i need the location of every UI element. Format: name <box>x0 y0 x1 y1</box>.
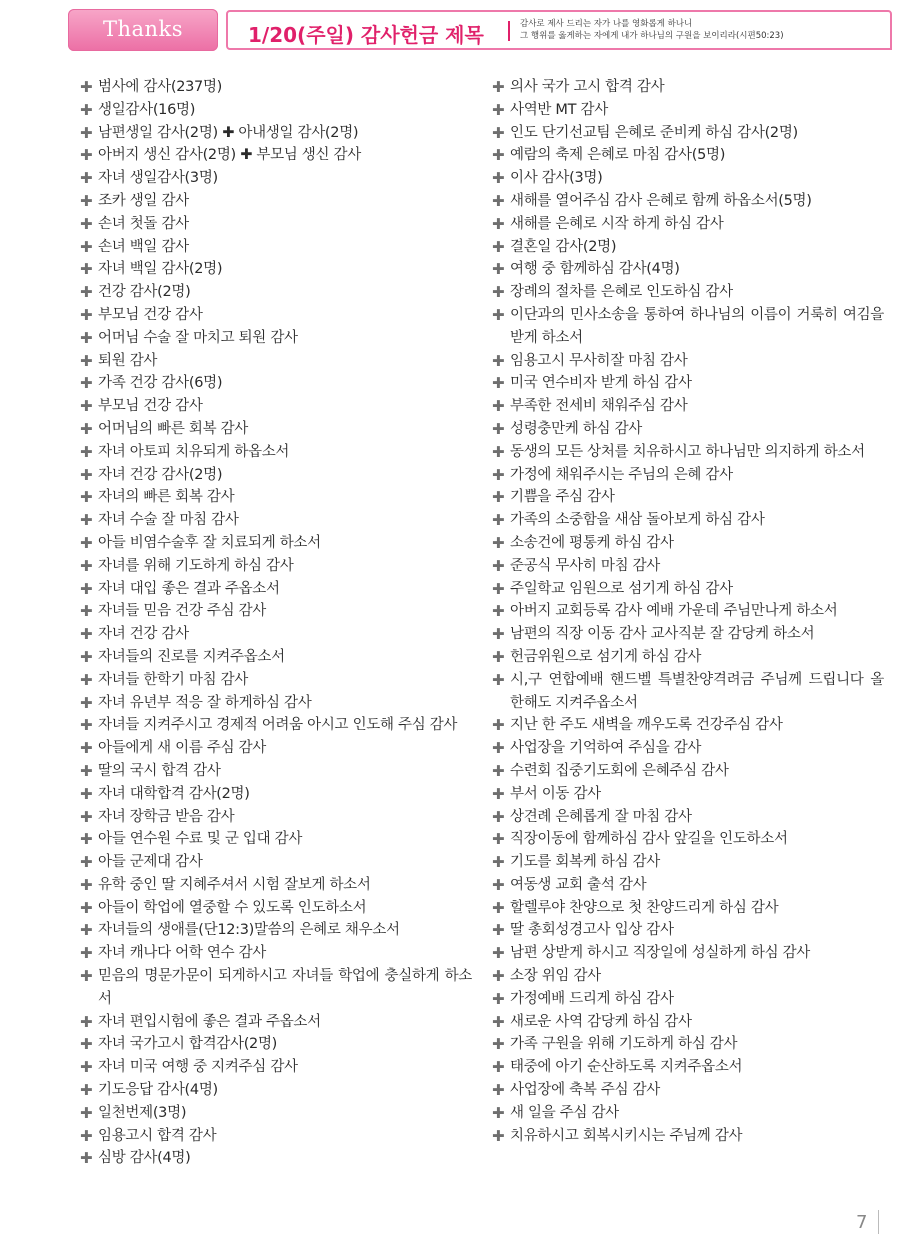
plus-bullet-icon: ✚ <box>492 260 505 279</box>
thanks-item <box>492 144 884 167</box>
thanks-item <box>80 304 472 327</box>
thanks-item <box>80 851 472 874</box>
thanks-item <box>80 828 472 851</box>
thanks-item <box>492 965 884 988</box>
thanks-item-text: 태중에 아기 순산하도록 지켜주옵소서 <box>510 1059 743 1076</box>
thanks-item-text: 성령충만케 하심 감사 <box>510 420 642 437</box>
thanks-item <box>80 783 472 806</box>
thanks-item <box>492 737 884 760</box>
thanks-item <box>492 760 884 783</box>
plus-bullet-icon: ✚ <box>80 1081 93 1100</box>
thanks-item-text: 부모님 건강 감사 <box>98 398 203 415</box>
thanks-item <box>492 441 884 464</box>
thanks-item <box>492 897 884 920</box>
plus-bullet-icon: ✚ <box>80 830 93 849</box>
plus-bullet-icon: ✚ <box>492 305 505 324</box>
plus-bullet-icon: ✚ <box>492 625 505 644</box>
thanks-item-text: 가정예배 드리게 하심 감사 <box>510 990 674 1007</box>
thanks-item <box>80 1125 472 1148</box>
thanks-item <box>80 213 472 236</box>
thanks-tab-label: Thanks <box>102 17 184 41</box>
thanks-item <box>492 258 884 281</box>
plus-bullet-icon: ✚ <box>492 830 505 849</box>
plus-bullet-icon: ✚ <box>492 78 505 96</box>
plus-bullet-icon: ✚ <box>492 1012 505 1031</box>
thanks-item-text: 이사 감사(3명) <box>510 170 603 187</box>
thanks-item <box>80 532 472 555</box>
thanks-item-text: 임용고시 합격 감사 <box>98 1127 217 1144</box>
plus-bullet-icon: ✚ <box>80 1035 93 1054</box>
plus-bullet-icon: ✚ <box>80 1149 93 1168</box>
thanks-item <box>80 258 472 281</box>
plus-bullet-icon: ✚ <box>80 283 93 302</box>
thanks-item-text: 여행 중 함께하심 감사(4명) <box>510 261 680 278</box>
thanks-item <box>80 1033 472 1056</box>
thanks-item-text: 남편 상받게 하시고 직장일에 성실하게 하심 감사 <box>510 945 810 962</box>
thanks-item-text: 이단과의 민사소송을 통하여 하나님의 이름이 거룩히 여김을 받게 하소서 <box>510 306 884 346</box>
thanks-item <box>80 737 472 760</box>
plus-bullet-icon: ✚ <box>80 716 93 735</box>
plus-bullet-icon: ✚ <box>80 442 93 461</box>
thanks-item <box>80 669 472 692</box>
plus-bullet-icon: ✚ <box>80 146 93 165</box>
thanks-item-text: 새로운 사역 감당케 하심 감사 <box>510 1013 692 1030</box>
plus-bullet-icon: ✚ <box>492 647 505 666</box>
thanks-item-text: 임용고시 무사히잘 마침 감사 <box>510 352 688 369</box>
thanks-item-text: 예람의 축제 은혜로 마침 감사(5명) <box>510 147 726 164</box>
thanks-item-text: 아들에게 새 이름 주심 감사 <box>98 740 267 757</box>
thanks-item-text: 유학 중인 딸 지혜주셔서 시험 잘보게 하소서 <box>98 876 371 893</box>
thanks-item <box>80 600 472 623</box>
thanks-item <box>80 760 472 783</box>
thanks-item <box>80 350 472 373</box>
thanks-item-text: 일천번제(3명) <box>98 1104 187 1121</box>
plus-bullet-icon: ✚ <box>492 351 505 370</box>
thanks-item <box>80 395 472 418</box>
thanks-item-text: 딸의 국시 합격 감사 <box>98 762 221 779</box>
thanks-item <box>492 281 884 304</box>
thanks-item-text: 자녀 캐나다 어학 연수 감사 <box>98 945 267 962</box>
plus-bullet-icon: ✚ <box>80 739 93 758</box>
thanks-item-text: 여동생 교회 출석 감사 <box>510 876 647 893</box>
plus-bullet-icon: ✚ <box>492 1035 505 1054</box>
thanks-item <box>80 897 472 920</box>
thanks-item <box>492 578 884 601</box>
thanks-item-text: 새 일을 주심 감사 <box>510 1104 619 1121</box>
plus-bullet-icon: ✚ <box>492 214 505 233</box>
plus-bullet-icon: ✚ <box>80 921 93 940</box>
thanks-item <box>492 806 884 829</box>
thanks-item-text: 믿음의 명문가문이 되게하시고 자녀들 학업에 충실하게 하소서 <box>98 968 472 1007</box>
thanks-item <box>80 806 472 829</box>
thanks-item <box>80 167 472 190</box>
thanks-item <box>492 532 884 555</box>
thanks-item-text: 생일감사(16명) <box>98 101 196 118</box>
plus-bullet-icon: ✚ <box>492 1081 505 1100</box>
plus-bullet-icon: ✚ <box>80 579 93 598</box>
plus-bullet-icon: ✚ <box>492 123 505 142</box>
thanks-item <box>80 1102 472 1125</box>
title-divider <box>508 21 510 41</box>
thanks-item <box>80 1079 472 1102</box>
plus-bullet-icon: ✚ <box>492 898 505 917</box>
plus-bullet-icon: ✚ <box>80 351 93 370</box>
thanks-item-text: 자녀 아토피 치유되게 하옵소서 <box>98 443 290 460</box>
thanks-item <box>492 600 884 623</box>
plus-bullet-icon: ✚ <box>80 100 93 119</box>
thanks-item <box>492 669 884 715</box>
plus-bullet-icon: ✚ <box>492 283 505 302</box>
thanks-item-text: 자녀 편입시험에 좋은 결과 주옵소서 <box>98 1013 321 1030</box>
plus-bullet-icon: ✚ <box>492 602 505 621</box>
thanks-item-text: 부서 이동 감사 <box>510 785 601 802</box>
thanks-item-text: 아들 비염수술후 잘 치료되게 하소서 <box>98 534 321 551</box>
thanks-item-text: 소장 위임 감사 <box>510 968 601 985</box>
thanks-item-text: 자녀 건강 감사(2명) <box>98 466 223 483</box>
left-thanks-list <box>80 76 472 1170</box>
plus-bullet-icon: ✚ <box>492 533 505 552</box>
thanks-item <box>492 851 884 874</box>
thanks-item-text: 장례의 절차를 은혜로 인도하심 감사 <box>510 284 733 301</box>
thanks-item <box>80 509 472 532</box>
thanks-item-text: 자녀의 빠른 회복 감사 <box>98 489 235 506</box>
thanks-item-text: 동생의 모든 상처를 치유하시고 하나님만 의지하게 하소서 <box>510 443 865 460</box>
thanks-item-text: 딸 총회성경고사 입상 감사 <box>510 922 674 939</box>
thanks-item-text: 남편의 직장 이동 감사 교사직분 잘 감당케 하소서 <box>510 626 815 643</box>
thanks-item-text: 아들이 학업에 열중할 수 있도록 인도하소서 <box>98 899 367 916</box>
thanks-item <box>492 122 884 145</box>
plus-bullet-icon: ✚ <box>80 556 93 575</box>
plus-bullet-icon: ✚ <box>80 169 93 188</box>
thanks-item-text: 헌금위원으로 섬기게 하심 감사 <box>510 648 702 665</box>
plus-bullet-icon: ✚ <box>80 214 93 233</box>
thanks-item <box>80 372 472 395</box>
plus-bullet-icon: ✚ <box>80 647 93 666</box>
plus-bullet-icon: ✚ <box>80 807 93 826</box>
thanks-item <box>80 190 472 213</box>
thanks-item <box>492 418 884 441</box>
thanks-item <box>80 646 472 669</box>
plus-bullet-icon: ✚ <box>492 944 505 963</box>
thanks-item <box>80 942 472 965</box>
thanks-item-text: 자녀 대학합격 감사(2명) <box>98 785 250 802</box>
thanks-item-text: 사업장에 축복 주심 감사 <box>510 1082 660 1099</box>
thanks-item <box>80 281 472 304</box>
thanks-item-text: 소송건에 평통케 하심 감사 <box>510 534 674 551</box>
plus-bullet-icon: ✚ <box>492 419 505 438</box>
thanks-item-text: 기쁨을 주심 감사 <box>510 489 615 506</box>
thanks-item <box>80 486 472 509</box>
thanks-item <box>80 555 472 578</box>
thanks-item-text: 범사에 감사(237명) <box>98 79 223 95</box>
thanks-item <box>80 464 472 487</box>
thanks-item-text: 결혼일 감사(2명) <box>510 238 617 255</box>
thanks-item-text: 자녀를 위해 기도하게 하심 감사 <box>98 557 294 574</box>
plus-bullet-icon: ✚ <box>492 191 505 210</box>
plus-bullet-icon: ✚ <box>80 191 93 210</box>
thanks-item-text: 기도를 회복케 하심 감사 <box>510 854 660 871</box>
thanks-item <box>80 1011 472 1034</box>
plus-bullet-icon: ✚ <box>492 146 505 165</box>
plus-bullet-icon: ✚ <box>80 488 93 507</box>
thanks-item-text: 자녀 수술 잘 마침 감사 <box>98 512 239 529</box>
plus-bullet-icon: ✚ <box>80 511 93 530</box>
plus-bullet-icon: ✚ <box>492 488 505 507</box>
thanks-item-text: 사업장을 기억하여 주심을 감사 <box>510 740 702 757</box>
thanks-item-text: 자녀 장학금 받음 감사 <box>98 808 235 825</box>
thanks-item-text: 직장이동에 함께하심 감사 앞길을 인도하소서 <box>510 831 788 848</box>
thanks-item-text: 할렐루야 찬양으로 첫 찬양드리게 하심 감사 <box>510 899 779 916</box>
plus-bullet-icon: ✚ <box>492 875 505 894</box>
thanks-item-text: 새해를 은혜로 시작 하게 하심 감사 <box>510 215 724 232</box>
plus-bullet-icon: ✚ <box>492 989 505 1008</box>
thanks-item <box>80 441 472 464</box>
thanks-item-text: 어머님 수술 잘 마치고 퇴원 감사 <box>98 329 298 346</box>
thanks-item <box>492 1011 884 1034</box>
plus-bullet-icon: ✚ <box>492 921 505 940</box>
thanks-item-text: 자녀들의 진로를 지켜주옵소서 <box>98 648 285 665</box>
plus-bullet-icon: ✚ <box>492 397 505 416</box>
thanks-item-text: 자녀들 한학기 마침 감사 <box>98 671 248 688</box>
plus-bullet-icon: ✚ <box>80 1012 93 1031</box>
thanks-item <box>80 418 472 441</box>
thanks-item <box>492 555 884 578</box>
thanks-item <box>492 167 884 190</box>
plus-bullet-icon: ✚ <box>80 533 93 552</box>
plus-bullet-icon: ✚ <box>492 739 505 758</box>
plus-bullet-icon: ✚ <box>80 419 93 438</box>
thanks-item-text: 자녀 국가고시 합격감사(2명) <box>98 1036 278 1053</box>
plus-bullet-icon: ✚ <box>80 328 93 347</box>
thanks-item <box>492 646 884 669</box>
thanks-item <box>492 919 884 942</box>
plus-bullet-icon: ✚ <box>492 556 505 575</box>
thanks-item-text: 아버지 생신 감사(2명) ✚ 부모님 생신 감사 <box>98 147 361 164</box>
thanks-item <box>492 190 884 213</box>
plus-bullet-icon: ✚ <box>492 579 505 598</box>
thanks-item <box>80 99 472 122</box>
thanks-item <box>492 1056 884 1079</box>
thanks-item-text: 인도 단기선교팀 은혜로 준비케 하심 감사(2명) <box>510 124 798 141</box>
plus-bullet-icon: ✚ <box>492 511 505 530</box>
thanks-item-text: 건강 감사(2명) <box>98 284 191 301</box>
thanks-item-text: 시,구 연합예배 핸드벨 특별찬양격려금 주님께 드립니다 올 한해도 지켜주옵소서 <box>510 671 884 711</box>
thanks-item-text: 손녀 첫돌 감사 <box>98 215 189 232</box>
thanks-item-text: 자녀 대입 좋은 결과 주옵소서 <box>98 580 280 597</box>
plus-bullet-icon: ✚ <box>80 123 93 142</box>
right-thanks-list <box>492 76 884 1147</box>
thanks-item-text: 지난 한 주도 새벽을 깨우도록 건강주심 감사 <box>510 717 783 734</box>
plus-bullet-icon: ✚ <box>80 761 93 780</box>
thanks-item <box>80 623 472 646</box>
thanks-item-text: 자녀들 믿음 건강 주심 감사 <box>98 603 267 620</box>
thanks-item <box>492 304 884 350</box>
thanks-item-text: 아들 연수원 수료 및 군 입대 감사 <box>98 831 303 848</box>
page-header <box>0 0 900 60</box>
plus-bullet-icon: ✚ <box>492 374 505 393</box>
plus-bullet-icon: ✚ <box>492 784 505 803</box>
plus-bullet-icon: ✚ <box>80 465 93 484</box>
thanks-item-text: 아버지 교회등록 감사 예배 가운데 주님만나게 하소서 <box>510 603 838 620</box>
plus-bullet-icon: ✚ <box>80 397 93 416</box>
plus-bullet-icon: ✚ <box>80 625 93 644</box>
thanks-item-text: 자녀 미국 여행 중 지켜주심 감사 <box>98 1059 298 1076</box>
thanks-item-text: 치유하시고 회복시키시는 주님께 감사 <box>510 1127 743 1144</box>
thanks-item-text: 기도응답 감사(4명) <box>98 1082 218 1099</box>
thanks-item-text: 퇴원 감사 <box>98 352 158 369</box>
page-title: 1/20(주일) 감사헌금 제목 <box>248 23 484 47</box>
thanks-item-text: 자녀들의 생애를(단12:3)말씀의 은혜로 채우소서 <box>98 922 400 939</box>
thanks-item <box>80 714 472 737</box>
plus-bullet-icon: ✚ <box>80 784 93 803</box>
title-box <box>226 10 892 50</box>
thanks-item-text: 가정에 채워주시는 주님의 은혜 감사 <box>510 466 733 483</box>
plus-bullet-icon: ✚ <box>492 442 505 461</box>
thanks-item-text: 자녀 생일감사(3명) <box>98 170 218 187</box>
plus-bullet-icon: ✚ <box>80 602 93 621</box>
thanks-item <box>492 942 884 965</box>
thanks-item <box>492 509 884 532</box>
thanks-item-text: 조카 생일 감사 <box>98 192 189 209</box>
thanks-item-text: 상견례 은혜롭게 잘 마침 감사 <box>510 808 692 825</box>
plus-bullet-icon: ✚ <box>80 670 93 689</box>
thanks-item <box>492 372 884 395</box>
plus-bullet-icon: ✚ <box>492 853 505 872</box>
plus-bullet-icon: ✚ <box>80 853 93 872</box>
thanks-item <box>80 1056 472 1079</box>
thanks-item-text: 미국 연수비자 받게 하심 감사 <box>510 375 692 392</box>
thanks-item <box>492 988 884 1011</box>
thanks-item-text: 자녀들 지켜주시고 경제적 어려움 아시고 인도해 주심 감사 <box>98 717 458 734</box>
thanks-item <box>80 578 472 601</box>
thanks-item <box>80 965 472 1011</box>
plus-bullet-icon: ✚ <box>492 169 505 188</box>
thanks-item <box>492 486 884 509</box>
plus-bullet-icon: ✚ <box>80 898 93 917</box>
plus-bullet-icon: ✚ <box>492 1058 505 1077</box>
thanks-item-text: 자녀 건강 감사 <box>98 626 189 643</box>
plus-bullet-icon: ✚ <box>492 761 505 780</box>
thanks-item-text: 자녀 백일 감사(2명) <box>98 261 223 278</box>
plus-bullet-icon: ✚ <box>492 967 505 986</box>
verse-line-2: 그 행위를 옳게하는 자에게 내가 하나님의 구원을 보이리라(시편50:23) <box>520 31 784 41</box>
plus-bullet-icon: ✚ <box>80 305 93 324</box>
thanks-item-text: 가족 구원을 위해 기도하게 하심 감사 <box>510 1036 738 1053</box>
thanks-item-text: 의사 국가 고시 합격 감사 <box>510 79 665 95</box>
plus-bullet-icon: ✚ <box>80 1058 93 1077</box>
thanks-item <box>492 623 884 646</box>
thanks-item-text: 부모님 건강 감사 <box>98 306 203 323</box>
thanks-item-text: 심방 감사(4명) <box>98 1150 191 1167</box>
plus-bullet-icon: ✚ <box>492 807 505 826</box>
plus-bullet-icon: ✚ <box>80 237 93 256</box>
thanks-item-text: 가족의 소중함을 새삼 돌아보게 하심 감사 <box>510 512 765 529</box>
thanks-item <box>80 236 472 259</box>
plus-bullet-icon: ✚ <box>492 716 505 735</box>
thanks-item-text: 수련회 집중기도회에 은혜주심 감사 <box>510 762 729 779</box>
thanks-item <box>492 1102 884 1125</box>
thanks-item-text: 자녀 유년부 적응 잘 하게하심 감사 <box>98 694 312 711</box>
thanks-item <box>80 327 472 350</box>
thanks-item <box>80 1147 472 1170</box>
thanks-item <box>492 1033 884 1056</box>
plus-bullet-icon: ✚ <box>80 693 93 712</box>
thanks-item-text: 준공식 무사히 마침 감사 <box>510 557 660 574</box>
plus-bullet-icon: ✚ <box>492 465 505 484</box>
plus-bullet-icon: ✚ <box>492 670 505 689</box>
thanks-tab <box>68 9 218 51</box>
thanks-item <box>80 692 472 715</box>
thanks-item-text: 손녀 백일 감사 <box>98 238 189 255</box>
plus-bullet-icon: ✚ <box>80 967 93 986</box>
plus-bullet-icon: ✚ <box>492 237 505 256</box>
plus-bullet-icon: ✚ <box>492 100 505 119</box>
thanks-item <box>80 874 472 897</box>
scripture-verse <box>520 18 880 42</box>
thanks-item-text: 아들 군제대 감사 <box>98 854 203 871</box>
thanks-item <box>80 76 472 99</box>
thanks-item <box>80 122 472 145</box>
thanks-item <box>492 783 884 806</box>
thanks-item <box>492 213 884 236</box>
plus-bullet-icon: ✚ <box>80 374 93 393</box>
plus-bullet-icon: ✚ <box>80 78 93 96</box>
thanks-item-text: 주일학교 임원으로 섬기게 하심 감사 <box>510 580 733 597</box>
thanks-item-text: 가족 건강 감사(6명) <box>98 375 223 392</box>
plus-bullet-icon: ✚ <box>492 1126 505 1145</box>
thanks-item-text: 남편생일 감사(2명) ✚ 아내생일 감사(2명) <box>98 124 359 141</box>
plus-bullet-icon: ✚ <box>80 1103 93 1122</box>
thanks-item <box>492 464 884 487</box>
thanks-item <box>492 236 884 259</box>
plus-bullet-icon: ✚ <box>80 1126 93 1145</box>
thanks-item <box>492 99 884 122</box>
thanks-item <box>492 714 884 737</box>
thanks-item-text: 사역반 MT 감사 <box>510 101 608 118</box>
thanks-item <box>492 395 884 418</box>
thanks-item-text: 부족한 전세비 채워주심 감사 <box>510 398 688 415</box>
verse-line-1: 감사로 제사 드리는 자가 나를 영화롭게 하나니 <box>520 19 693 29</box>
thanks-item-text: 어머님의 빠른 회복 감사 <box>98 420 248 437</box>
plus-bullet-icon: ✚ <box>80 875 93 894</box>
thanks-item <box>492 1125 884 1148</box>
plus-bullet-icon: ✚ <box>80 944 93 963</box>
thanks-item <box>80 144 472 167</box>
thanks-item <box>492 1079 884 1102</box>
plus-bullet-icon: ✚ <box>492 1103 505 1122</box>
thanks-item <box>80 919 472 942</box>
thanks-item <box>492 350 884 373</box>
thanks-item-text: 새해를 열어주심 감사 은혜로 함께 하옵소서(5명) <box>510 192 812 209</box>
thanks-item <box>492 828 884 851</box>
thanks-item <box>492 874 884 897</box>
page-number-divider <box>878 1210 879 1234</box>
plus-bullet-icon: ✚ <box>80 260 93 279</box>
page-number: 7 <box>856 1212 868 1233</box>
thanks-item <box>492 76 884 99</box>
